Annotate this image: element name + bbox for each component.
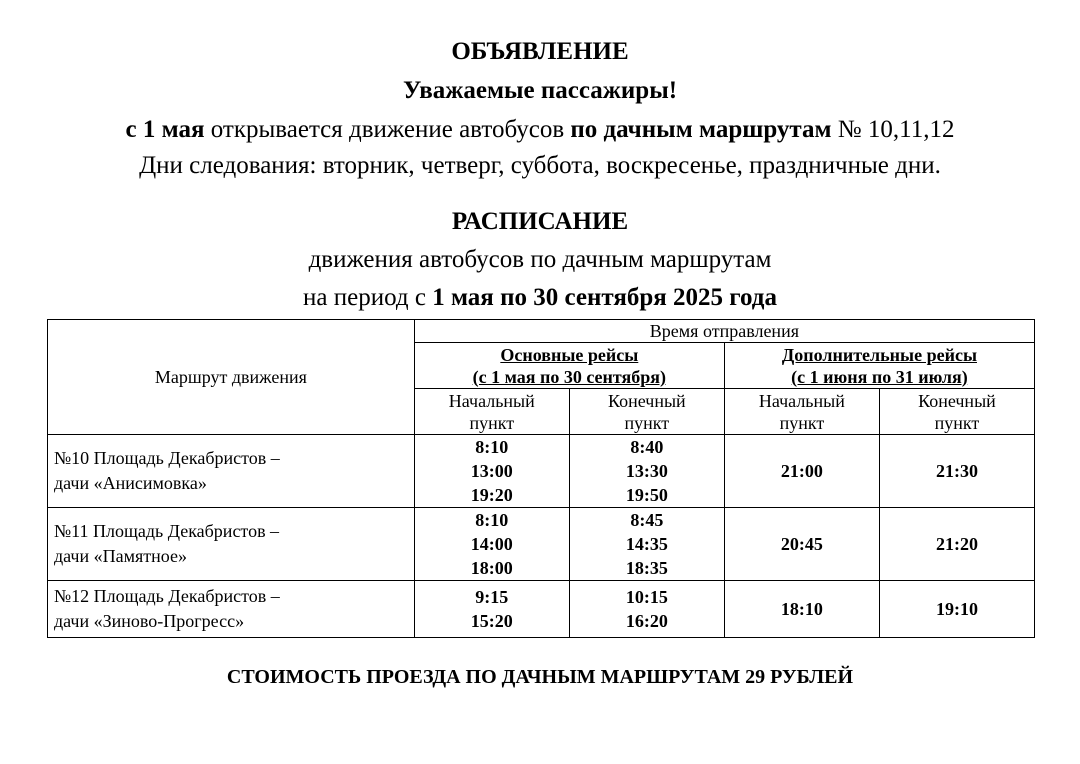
extra-start-time: 20:45 <box>724 508 879 581</box>
greeting: Уважаемые пассажиры! <box>402 77 678 104</box>
operating-days: Дни следования: вторник, четверг, суббота, воскресенье, праздничные дни. <box>139 152 941 179</box>
main-end-header: Конечный пункт <box>569 389 724 435</box>
route-header: Маршрут движения <box>48 320 415 435</box>
fare-notice: СТОИМОСТЬ ПРОЕЗДА ПО ДАЧНЫМ МАРШРУТАМ 29 РУБЛЕЙ <box>226 666 854 688</box>
routes-label: по дачным маршрутам <box>570 116 832 143</box>
main-end-times: 8:45 14:35 18:35 <box>569 508 724 581</box>
table-row <box>48 435 1035 508</box>
route-name: №10 Площадь Декабристов – дачи «Анисимовка» <box>48 435 415 508</box>
main-trips-header <box>414 343 724 389</box>
extra-trips-header <box>724 343 1034 389</box>
schedule-title: РАСПИСАНИЕ <box>451 208 629 235</box>
announcement-text-part: открывается движение автобусов <box>204 116 571 143</box>
main-trips-period: (с 1 мая по 30 сентября) <box>472 366 666 387</box>
schedule-period <box>0 282 1080 314</box>
schedule-table <box>47 319 1035 638</box>
extra-trips-title: Дополнительные рейсы <box>781 344 977 365</box>
main-start-header: Начальный пункт <box>414 389 569 435</box>
schedule-subtitle: движения автобусов по дачным маршрутам <box>308 246 772 273</box>
departure-header: Время отправления <box>414 320 1034 343</box>
route-numbers: № 10,11,12 <box>831 116 955 143</box>
extra-end-time: 21:20 <box>879 508 1034 581</box>
main-start-times: 8:10 14:00 18:00 <box>414 508 569 581</box>
main-end-times: 10:15 16:20 <box>569 581 724 638</box>
extra-trips-period: (с 1 июня по 31 июля) <box>791 366 968 387</box>
extra-start-time: 18:10 <box>724 581 879 638</box>
table-row <box>48 508 1035 581</box>
announcement-title: ОБЪЯВЛЕНИЕ <box>451 38 629 65</box>
main-trips-title: Основные рейсы <box>500 344 639 365</box>
extra-end-header: Конечный пункт <box>879 389 1034 435</box>
announcement-text <box>0 114 1080 146</box>
main-start-times: 8:10 13:00 19:20 <box>414 435 569 508</box>
main-start-times: 9:15 15:20 <box>414 581 569 638</box>
route-name: №11 Площадь Декабристов – дачи «Памятное» <box>48 508 415 581</box>
extra-start-header: Начальный пункт <box>724 389 879 435</box>
table-row <box>48 581 1035 638</box>
extra-start-time: 21:00 <box>724 435 879 508</box>
period-range: 1 мая по 30 сентября 2025 года <box>432 284 777 311</box>
main-end-times: 8:40 13:30 19:50 <box>569 435 724 508</box>
start-date: с 1 мая <box>125 116 205 143</box>
extra-end-time: 19:10 <box>879 581 1034 638</box>
extra-end-time: 21:30 <box>879 435 1034 508</box>
route-name: №12 Площадь Декабристов – дачи «Зиново-Прогресс» <box>48 581 415 638</box>
period-prefix: на период с <box>303 284 433 311</box>
